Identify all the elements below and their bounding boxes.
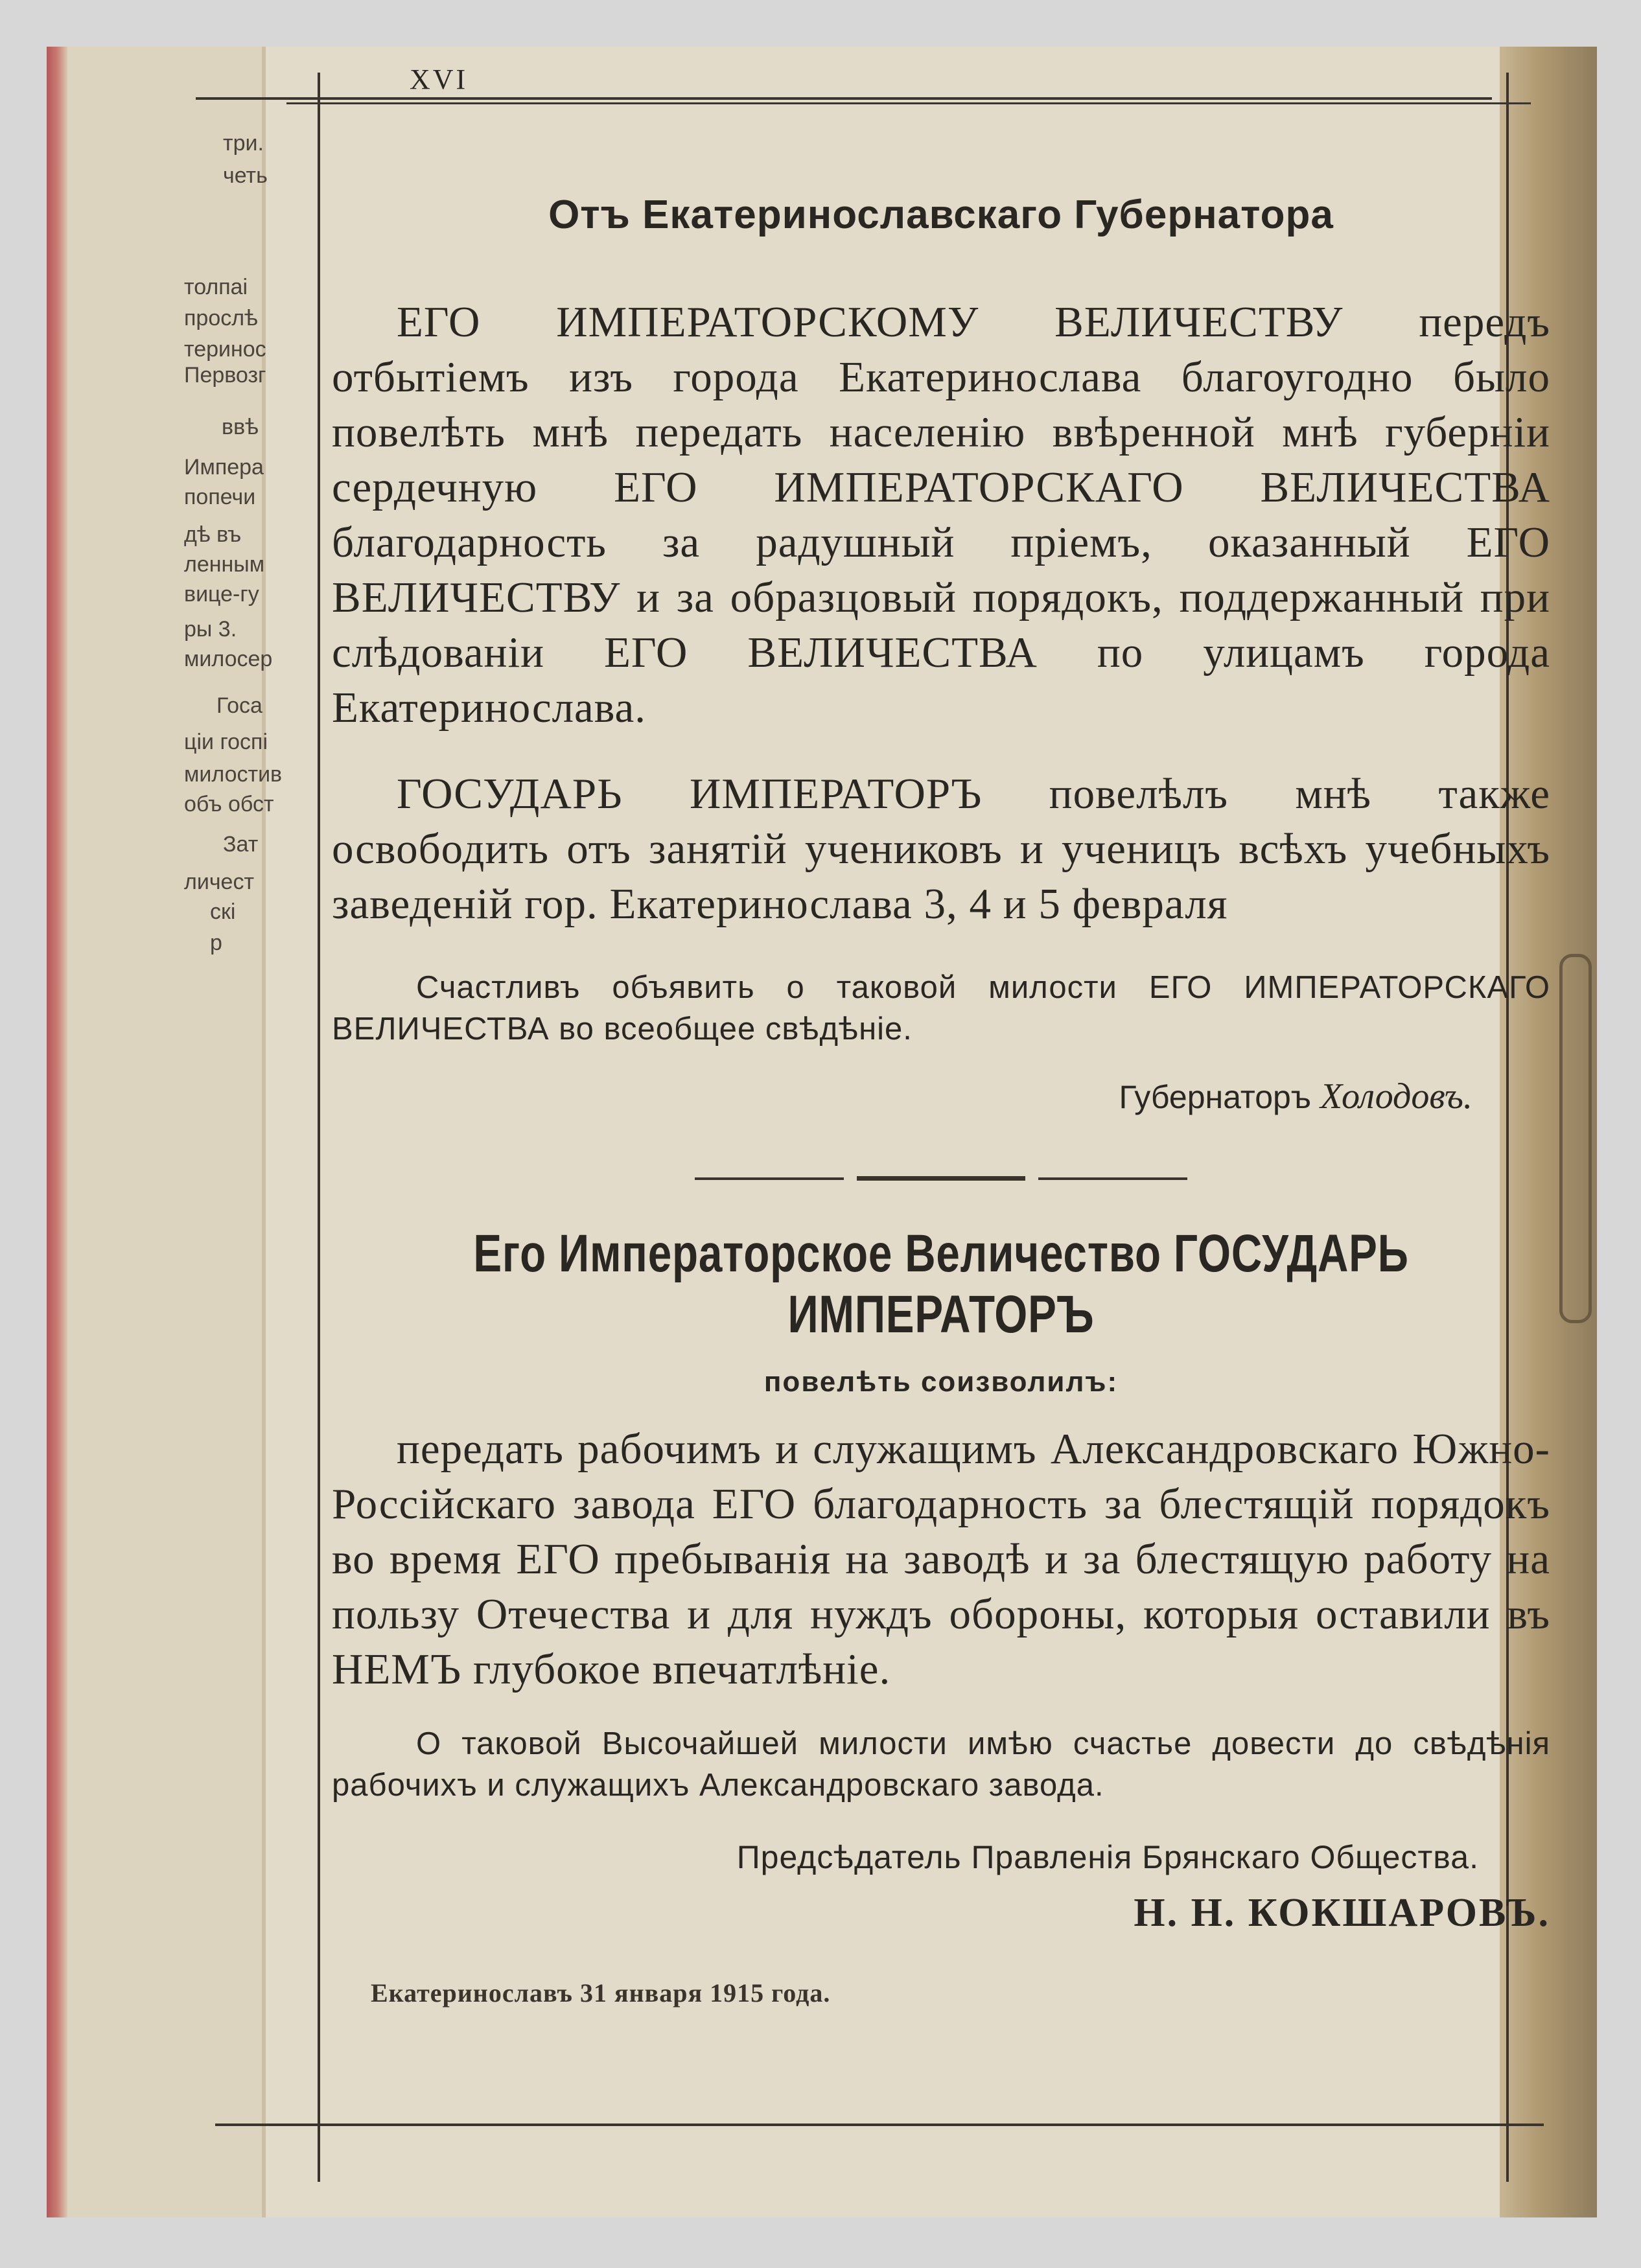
- page-number: XVI: [410, 64, 469, 95]
- governor-signature-name: Холодовъ.: [1320, 1076, 1472, 1117]
- page-content: [332, 124, 1550, 2008]
- governor-paragraph-1: ЕГО ИМПЕРАТОРСКОМУ ВЕЛИЧЕСТВУ передъ отбытіемъ изъ города Екатеринослава благоугодно было повелѣть мнѣ передать населенію ввѣренной мнѣ губерніи сердечную ЕГО ИМПЕРАТОРСКАГО ВЕЛИЧЕСТВА благодарность за радушный пріемъ, оказанный ЕГО ВЕЛИЧЕСТВУ и за образцовый порядокъ, поддержанный при слѣдованіи ЕГО ВЕЛИЧЕСТВА по улицамъ города Екатеринослава.: [332, 298, 1550, 732]
- margin-fragment: объ обст: [184, 792, 274, 816]
- chairman-title: Предсѣдатель Правленія Брянскаго Общества.: [736, 1839, 1479, 1875]
- margin-fragment: ленным: [184, 552, 265, 577]
- margin-fragment: вице-гу: [184, 582, 259, 607]
- divider-segment: [1038, 1177, 1187, 1180]
- emperor-heading: Его Императорское Величество ГОСУДАРЬ ИМПЕРАТОРЪ: [473, 1224, 1409, 1344]
- margin-fragment: теринос: [184, 337, 266, 362]
- frame-bottom-rule: [215, 2123, 1544, 2126]
- margin-fragment: милосер: [184, 647, 273, 671]
- margin-fragment: скі: [210, 899, 236, 924]
- section-divider: [695, 1175, 1187, 1182]
- margin-fragment: милостив: [184, 762, 283, 787]
- emperor-paragraph-2: О таковой Высочайшей милости имѣю счастье довести до свѣдѣнія рабочихъ и служащихъ Александровскаго завода.: [332, 1726, 1550, 1803]
- binding-clip: [1559, 954, 1592, 1323]
- margin-fragment: толпаі: [184, 275, 248, 299]
- chairman-name: Н. Н. КОКШАРОВЪ.: [1134, 1891, 1550, 1935]
- margin-fragment: ры 3.: [184, 617, 237, 642]
- governor-paragraph-3: Счастливъ объявить о таковой милости ЕГО ИМПЕРАТОРСКАГО ВЕЛИЧЕСТВА во всеобщее свѣдѣніе.: [332, 970, 1550, 1047]
- frame-left-rule: [318, 73, 320, 2172]
- margin-fragment: р: [210, 931, 222, 955]
- frame-bottom-tick-left: [318, 2143, 320, 2182]
- previous-page-strip: [67, 47, 283, 2217]
- margin-fragment: ціи госпі: [184, 730, 268, 754]
- margin-fragment: Зат: [223, 832, 259, 857]
- date-line: Екатеринославъ 31 января 1915 года.: [371, 1978, 831, 2008]
- divider-segment: [857, 1176, 1025, 1181]
- frame-top-rule: [196, 97, 1492, 100]
- governor-signature-title: Губернаторъ: [1119, 1079, 1312, 1115]
- frame-top-rule-inner: [286, 102, 1531, 104]
- margin-fragment: три.: [223, 131, 264, 156]
- governor-signature: [332, 1076, 1472, 1117]
- scanned-page: [47, 47, 1597, 2217]
- margin-fragment: Первозг: [184, 363, 266, 388]
- margin-fragment: попечи: [184, 485, 256, 509]
- margin-fragment: Импера: [184, 455, 264, 480]
- governor-heading: Отъ Екатеринославскаго Губернатора: [548, 192, 1334, 237]
- margin-fragment: дѣ въ: [184, 522, 242, 547]
- margin-fragment: ввѣ: [222, 415, 259, 439]
- margin-fragment: четь: [223, 163, 268, 188]
- frame-bottom-tick-right: [1506, 2143, 1509, 2182]
- margin-fragment: прослѣ: [184, 306, 258, 330]
- emperor-paragraph-1: передать рабочимъ и служащимъ Александровскаго Южно-Россійскаго завода ЕГО благодарность за блестящій порядокъ во время ЕГО пребыванія на заводѣ и за блестящую работу на пользу Отечества и для нуждъ обороны, которыя оставили въ НЕМЪ глубокое впечатлѣніе.: [332, 1425, 1550, 1693]
- margin-fragment: Госа: [216, 693, 262, 718]
- book-edge-left: [47, 47, 67, 2217]
- divider-segment: [695, 1177, 844, 1180]
- emperor-subheading: повелѣть соизволилъ:: [763, 1366, 1119, 1398]
- governor-paragraph-2: ГОСУДАРЬ ИМПЕРАТОРЪ повелѣлъ мнѣ также освободить отъ занятій учениковъ и ученицъ всѣхъ учебныхъ заведеній гор. Екатеринослава 3, 4 и 5 февраля: [332, 770, 1550, 928]
- margin-fragment: личест: [184, 870, 255, 894]
